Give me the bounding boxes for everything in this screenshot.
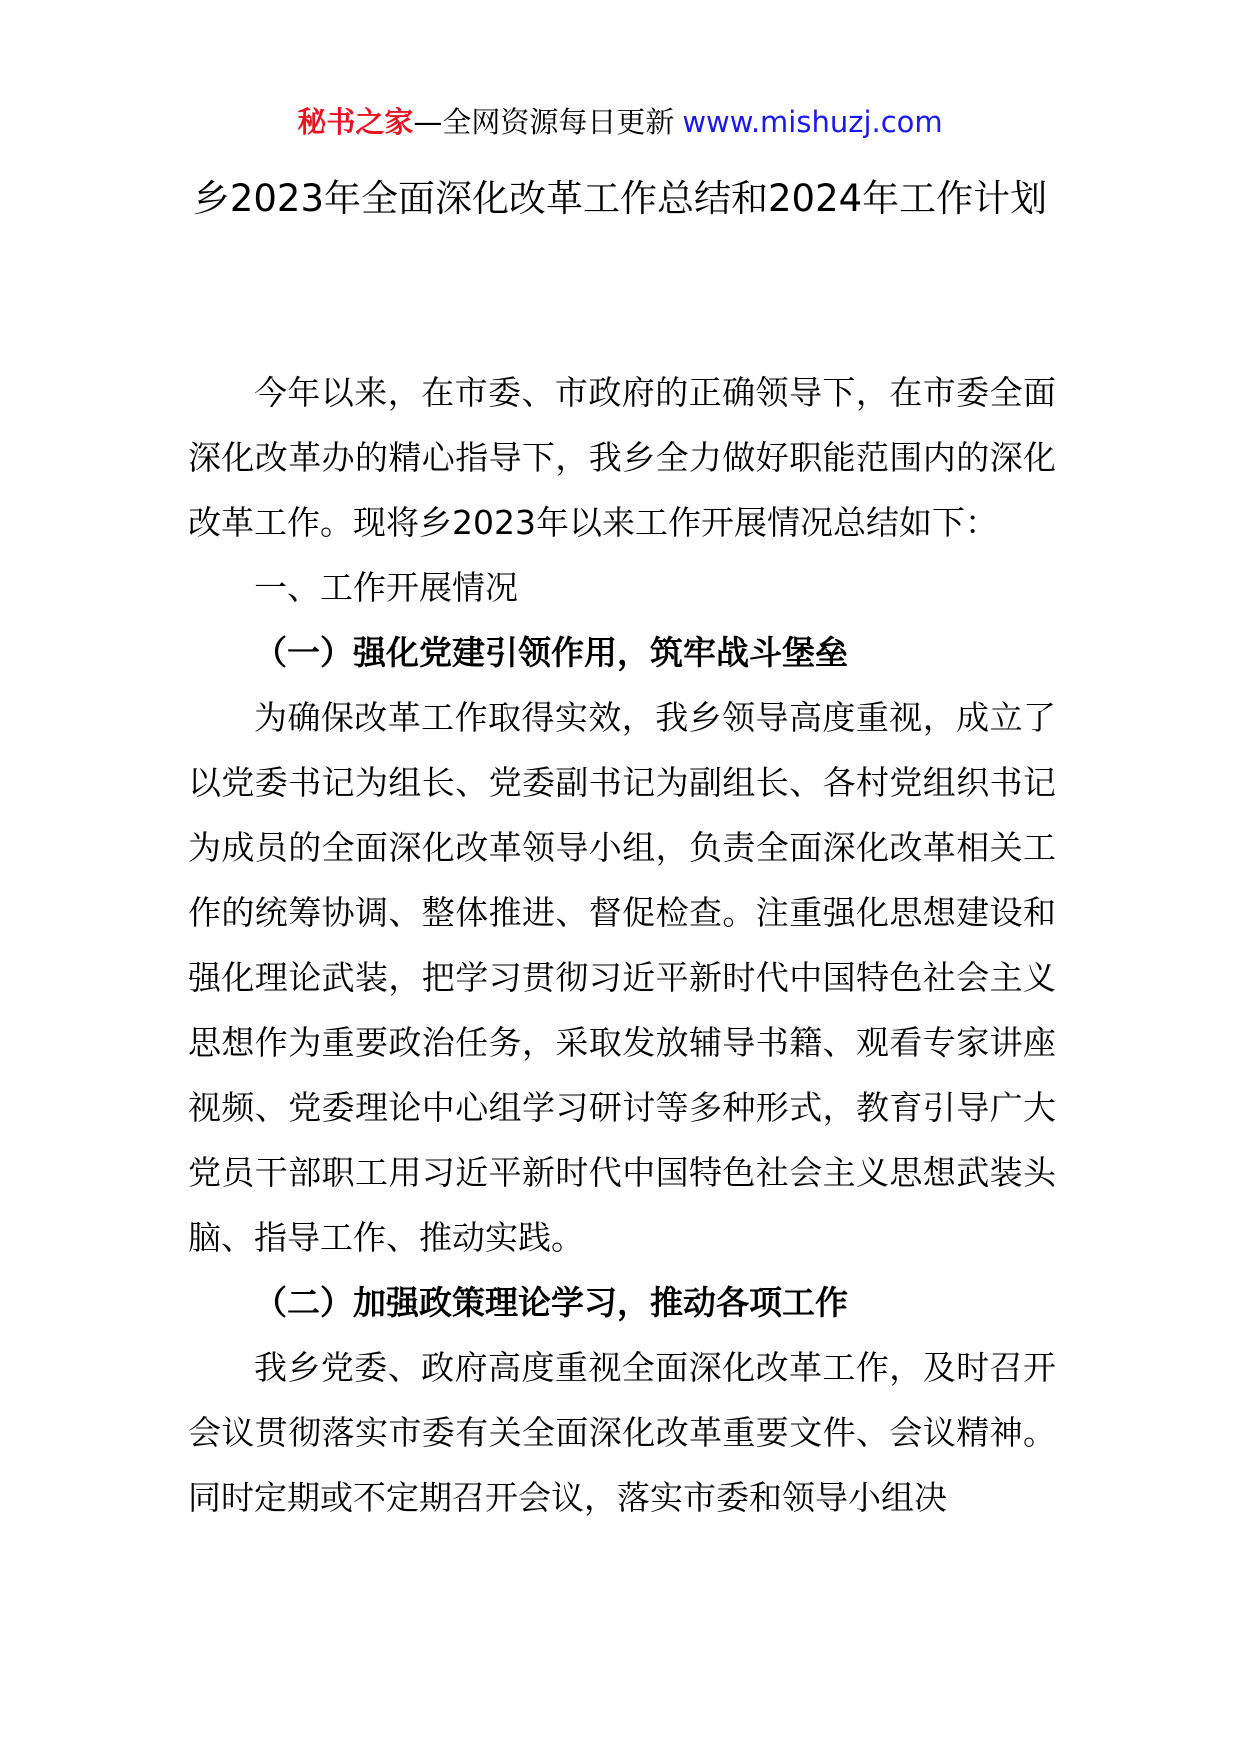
site-url-link[interactable]: www.mishuzj.com [682, 105, 943, 139]
site-tagline: —全网资源每日更新 [413, 105, 675, 139]
intro-paragraph: 今年以来，在市委、市政府的正确领导下，在市委全面深化改革办的精心指导下，我乡全力做好职能范围内的深化改革工作。现将乡2023年以来工作开展情况总结如下： [188, 373, 1056, 542]
site-header [0, 100, 1240, 144]
document-title: 乡2023年全面深化改革工作总结和2024年工作计划 [192, 177, 1048, 220]
sub-heading-2: （二）加强政策理论学习，推动各项工作 [254, 1283, 848, 1322]
document-body [188, 360, 1056, 1530]
sub-heading-1: （一）强化党建引领作用，筑牢战斗堡垒 [254, 633, 848, 672]
body-paragraph-1: 为确保改革工作取得实效，我乡领导高度重视，成立了以党委书记为组长、党委副书记为副组长、各村党组织书记为成员的全面深化改革领导小组，负责全面深化改革相关工作的统筹协调、整体推进、督促检查。注重强化思想建设和强化理论武装，把学习贯彻习近平新时代中国特色社会主义思想作为重要政治任务，采取发放辅导书籍、观看专家讲座视频、党委理论中心组学习研讨等多种形式，教育引导广大党员干部职工用习近平新时代中国特色社会主义思想武装头脑、指导工作、推动实践。 [188, 698, 1056, 1257]
site-brand: 秘书之家 [297, 105, 414, 139]
section-heading-1: 一、工作开展情况 [254, 568, 518, 607]
body-paragraph-2: 我乡党委、政府高度重视全面深化改革工作，及时召开会议贯彻落实市委有关全面深化改革重要文件、会议精神。同时定期或不定期召开会议，落实市委和领导小组决 [188, 1348, 1056, 1517]
